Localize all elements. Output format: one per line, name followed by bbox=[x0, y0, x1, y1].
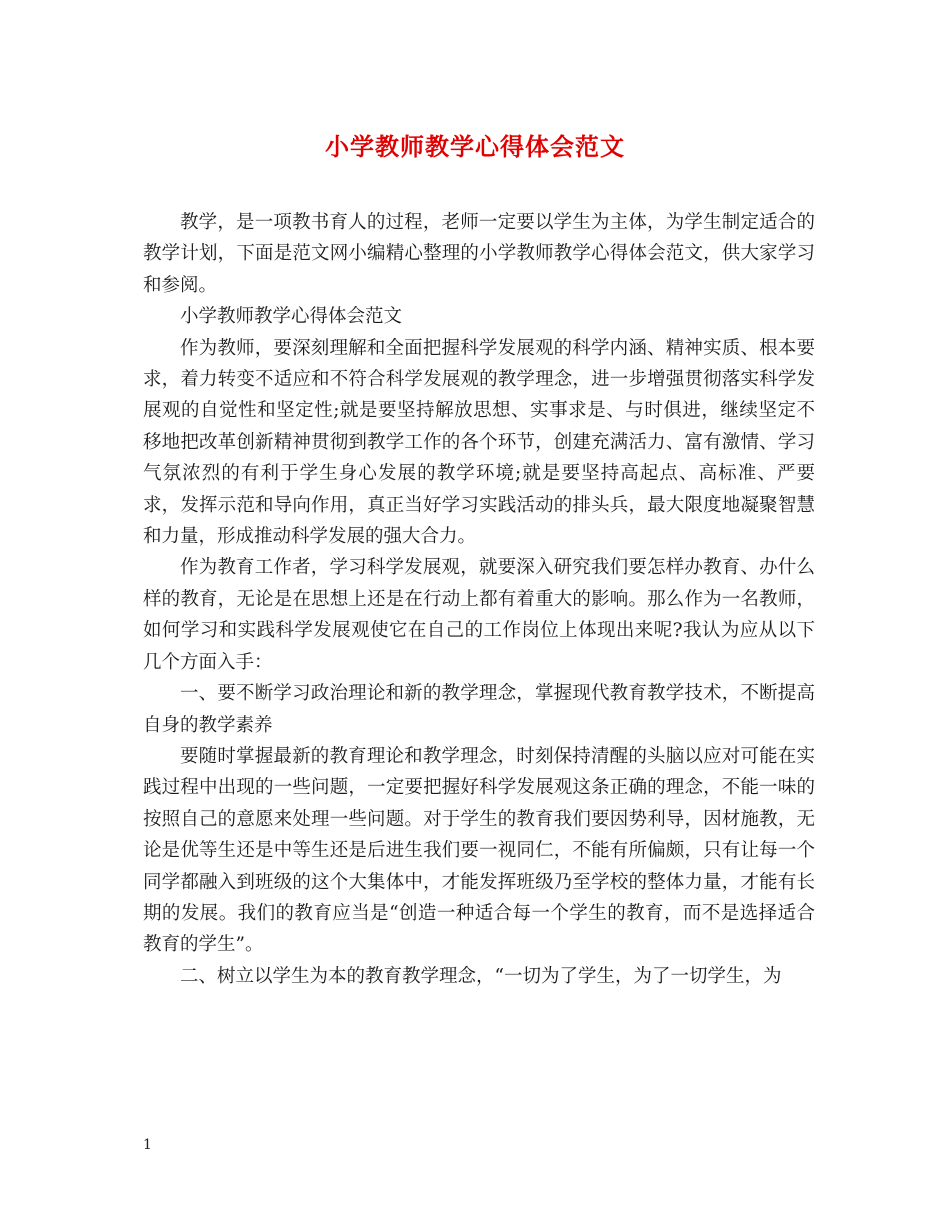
paragraph-intro: 教学，是一项教书育人的过程，老师一定要以学生为主体，为学生制定适合的教学计划，下面是范文网小编精心整理的小学教师教学心得体会范文，供大家学习和参阅。 bbox=[143, 212, 815, 296]
paragraph-point-one: 一、要不断学习政治理论和新的教学理念，掌握现代教育教学技术，不断提高自身的教学素养 bbox=[143, 683, 815, 736]
paragraph-point-two: 二、树立以学生为本的教育教学理念，“一切为了学生，为了一切学生，为 bbox=[180, 965, 782, 987]
page-number: 1 bbox=[143, 1137, 152, 1153]
document-body bbox=[143, 207, 815, 992]
paragraph-subtitle: 小学教师教学心得体会范文 bbox=[180, 306, 403, 328]
paragraph-point-one-detail: 要随时掌握最新的教育理论和教学理念，时刻保持清醒的头脑以应对可能在实践过程中出现的一些问题，一定要把握好科学发展观这条正确的理念，不能一味的按照自己的意愿来处理一些问题。对于学生的教育我们要因势利导，因材施教，无论是优等生还是中等生还是后进生我们要一视同仁，不能有所偏颇，只有让每一个同学都融入到班级的这个大集体中，才能发挥班级乃至学校的整体力量，才能有长期的发展。我们的教育应当是“创造一种适合每一个学生的教育，而不是选择适合教育的学生”。 bbox=[143, 745, 815, 956]
document-title: 小学教师教学心得体会范文 bbox=[325, 132, 625, 161]
paragraph-educator-study: 作为教育工作者，学习科学发展观，就要深入研究我们要怎样办教育、办什么样的教育，无论是在思想上还是在行动上都有着重大的影响。那么作为一名教师，如何学习和实践科学发展观使它在自己的工作岗位上体现出来呢?我认为应从以下几个方面入手： bbox=[143, 557, 815, 673]
paragraph-teacher-role: 作为教师，要深刻理解和全面把握科学发展观的科学内涵、精神实质、根本要求，着力转变不适应和不符合科学发展观的教学理念，进一步增强贯彻落实科学发展观的自觉性和坚定性;就是要坚持解放思想、实事求是、与时俱进，继续坚定不移地把改革创新精神贯彻到教学工作的各个环节，创建充满活力、富有激情、学习气氛浓烈的有利于学生身心发展的教学环境;就是要坚持高起点、高标准、严要求，发挥示范和导向作用，真正当好学习实践活动的排头兵，最大限度地凝聚智慧和力量，形成推动科学发展的强大合力。 bbox=[143, 337, 815, 548]
